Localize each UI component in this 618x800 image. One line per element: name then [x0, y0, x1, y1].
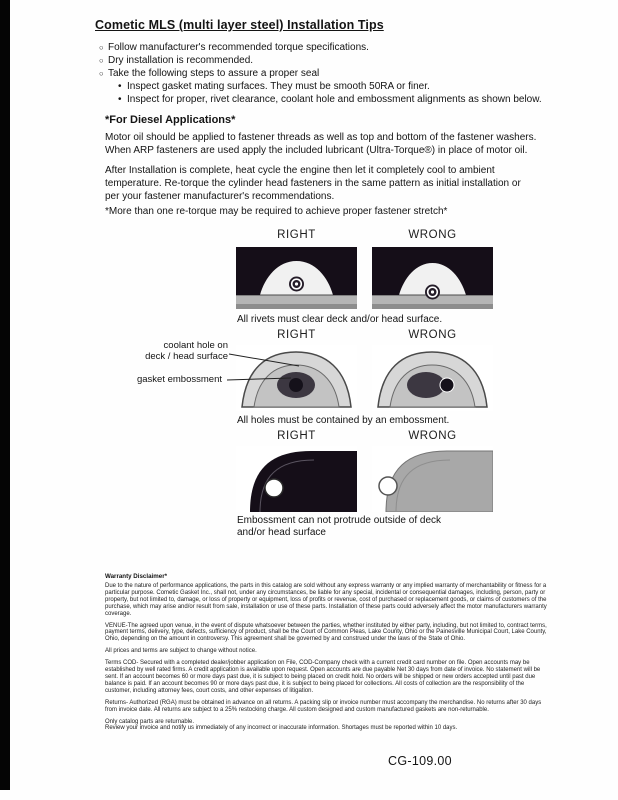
embossment-protrusion-wrong-diagram [372, 446, 493, 512]
tip-text: Follow manufacturer's recommended torque specifications. [108, 42, 369, 53]
right-column-header: RIGHT [277, 329, 316, 341]
embossment-containment-wrong-diagram [372, 345, 493, 411]
wrong-column-header: WRONG [408, 229, 457, 241]
page-number: CG-109.00 [388, 754, 452, 768]
bullet-circle-icon: ○ [99, 56, 104, 65]
rivet-clearance-right-diagram [236, 247, 357, 309]
right-column-header: RIGHT [277, 430, 316, 442]
right-column-header: RIGHT [277, 229, 316, 241]
list-item [118, 93, 589, 106]
bullet-dot-icon: • [118, 81, 122, 92]
warranty-disclaimer-section [105, 573, 551, 737]
warranty-paragraph: Due to the nature of performance applications, the parts in this catalog are sold without any express warranty or any implied warranty of merchantability or fitness for a particular purpose. Cometic Gasket Inc., shall not, under any circumstances, be liable for any special, incidental or consequential damages, including, person, party or property, but not limited to, damage, or loss of property or equipment, loss of profits or revenue, cost of purchased or replacement goods, or claims of customers of the purchase, which may arise and/or result from sale, installation or use of these parts. Installation of these parts could adversely affect the motor manufacturers warranty coverage. [105, 583, 547, 617]
bullet-circle-icon: ○ [99, 43, 104, 52]
warranty-paragraph: Returns- Authorized (RGA) must be obtained in advance on all returns. A packing slip or invoice number must accompany the merchandise. No returns after 30 days from invoice date. All returns are subject to a 25% restocking charge. All custom designed and custom manufactured gaskets are non-returnable. [105, 699, 542, 713]
diesel-applications-heading: *For Diesel Applications* [105, 114, 236, 126]
embossment-containment-right-diagram [236, 345, 357, 411]
diesel-paragraph: After Installation is complete, heat cycle the engine then let it completely cool to ambient temperature. Re-torque the cylinder head fasteners in the same pattern as initial installation or per your fastener manufacturer's recommendations. [105, 165, 521, 202]
tip-text: Take the following steps to assure a proper seal [108, 68, 320, 79]
holes-caption: All holes must be contained by an embossment. [237, 415, 450, 426]
gasket-embossment-label: gasket embossment [136, 374, 222, 385]
bullet-dot-icon: • [118, 94, 122, 105]
list-item [99, 41, 589, 54]
bullet-circle-icon: ○ [99, 69, 104, 78]
diesel-paragraph: Motor oil should be applied to fastener threads as well as top and bottom of the fastener washers. When ARP fasteners are used apply the included lubricant (Ultra-Torque®) in place of motor oil. [105, 132, 537, 156]
rivet-caption: All rivets must clear deck and/or head surface. [237, 314, 443, 325]
retorque-note: *More than one re-torque may be required to achieve proper fastener stretch* [105, 206, 448, 217]
wrong-column-header: WRONG [408, 329, 457, 341]
protrusion-caption: Embossment can not protrude outside of deck and/or head surface [237, 515, 442, 538]
warranty-paragraph: Terms COD- Secured with a completed dealer/jobber application on File, COD-Company check with a current credit card number on file. Open accounts may be established by well rated firms. A credit application is available upon request. Open accounts are due payable Net 30 days from date of invoice. No statement will be sent. If an account becomes 60 or more days past due, it is subject to being placed on credit hold. No orders will be shipped or new orders accepted until past due balance is paid. If an account becomes 90 or more days past due, it is subject to being placed for collections. All costs of collection are the responsibility of the customer, including attorney fees, court costs, and other expenses of litigation. [105, 660, 541, 694]
coolant-hole-label: coolant hole on deck / head surface [145, 340, 228, 362]
warranty-paragraph: Review your invoice and notify us immediately of any incorrect or inaccurate information. Shortages must be reported within 10 days. [105, 725, 458, 732]
warranty-paragraph: Only catalog parts are returnable. [105, 718, 195, 725]
list-item [99, 54, 589, 67]
wrong-column-header: WRONG [408, 430, 457, 442]
page-title: Cometic MLS (multi layer steel) Installation Tips [95, 18, 384, 32]
tip-text: Dry installation is recommended. [108, 55, 254, 66]
warranty-heading: Warranty Disclaimer* [105, 573, 168, 580]
warranty-paragraph: All prices and terms are subject to change without notice. [105, 648, 257, 655]
scan-edge-strip [0, 0, 10, 790]
warranty-paragraph: VENUE-The agreed upon venue, in the event of dispute whatsoever between the parties, whether instituted by either party, including, but not limited to, contract terms, payment terms, delivery, type, defects, sufficiency of product, shall be the Court of Common Pleas, Lake County, Ohio or the Painesville Municipal Court, Lake County, Ohio, depending on the amount in controversy. This agreement shall be governed by and construed under the laws of the State of Ohio. [105, 622, 547, 643]
list-item [118, 80, 589, 93]
embossment-protrusion-right-diagram [236, 446, 357, 512]
tip-text: Inspect for proper, rivet clearance, coolant hole and embossment alignments as shown below. [127, 94, 542, 105]
tip-text: Inspect gasket mating surfaces. They must be smooth 50RA or finer. [127, 81, 430, 92]
installation-tips-list [99, 41, 589, 106]
list-item [99, 67, 589, 80]
rivet-clearance-wrong-diagram [372, 247, 493, 309]
